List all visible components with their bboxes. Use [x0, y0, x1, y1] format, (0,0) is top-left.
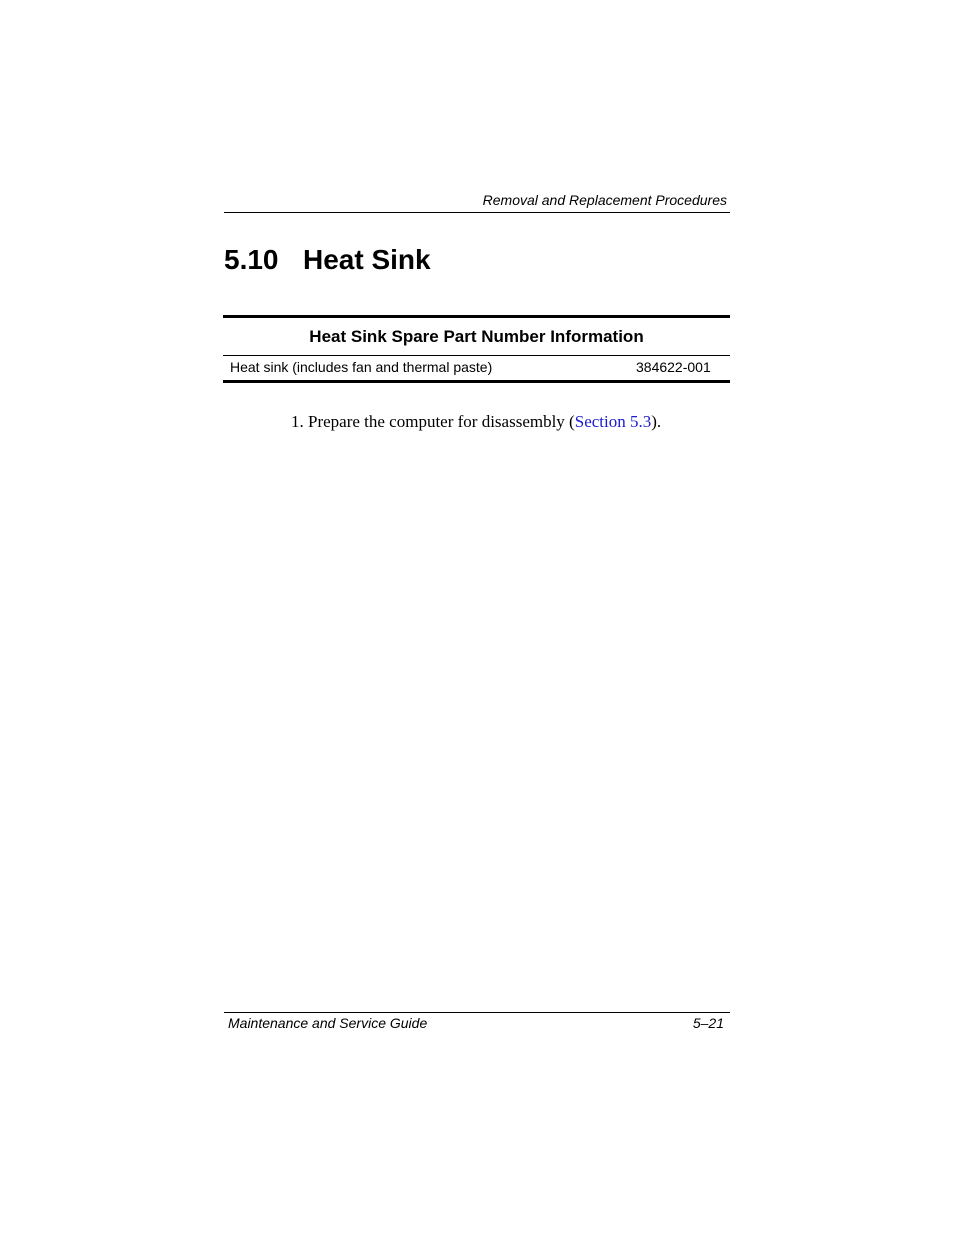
- part-description: Heat sink (includes fan and thermal paste): [230, 359, 493, 375]
- spare-parts-table: [223, 315, 730, 383]
- footer-guide-title: Maintenance and Service Guide: [228, 1015, 428, 1031]
- section-title-text: Heat Sink: [303, 244, 431, 275]
- footer-page-number: 5–21: [692, 1015, 724, 1031]
- table-bottom-rule: [223, 380, 730, 383]
- section-reference-link[interactable]: Section 5.3: [574, 412, 652, 431]
- section-title: [224, 240, 431, 280]
- header-rule: [224, 212, 730, 213]
- step-number: 1.: [291, 412, 304, 431]
- running-header: Removal and Replacement Procedures: [482, 192, 727, 208]
- part-number: 384622-001: [636, 359, 711, 375]
- step-text-end: ).: [651, 412, 662, 431]
- step-text: Prepare the computer for disassembly (: [308, 412, 575, 431]
- step-item: [291, 410, 661, 434]
- section-number: 5.10: [224, 244, 279, 275]
- table-caption: Heat Sink Spare Part Number Information: [309, 327, 644, 346]
- table-row: [223, 356, 730, 380]
